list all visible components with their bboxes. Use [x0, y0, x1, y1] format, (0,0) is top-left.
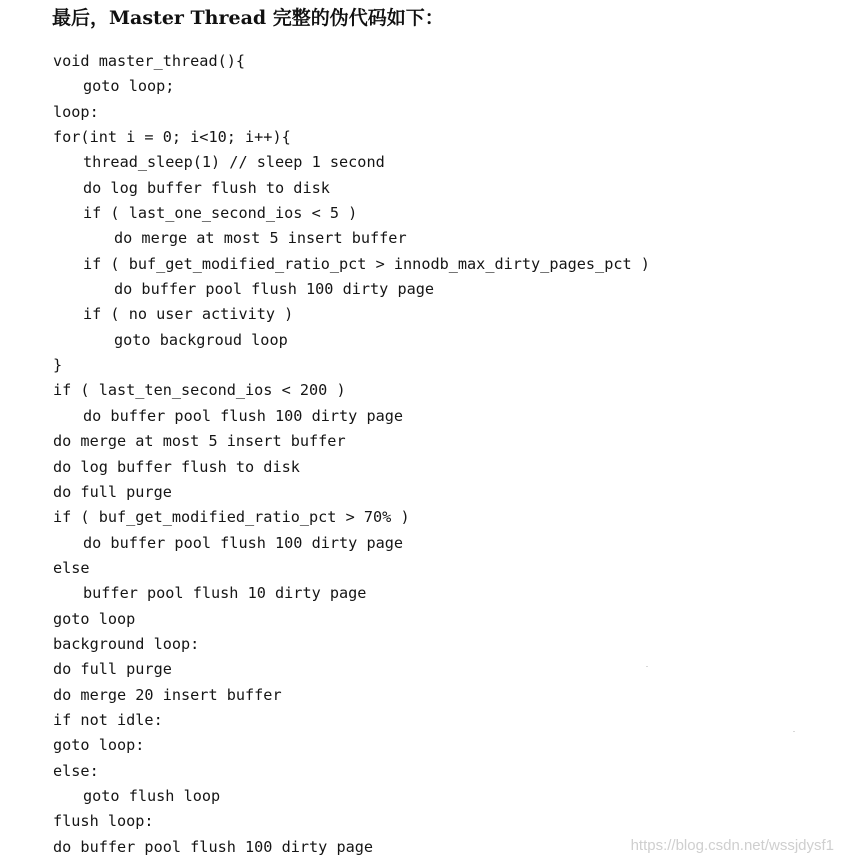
code-line: if ( no user activity ): [83, 305, 294, 324]
code-line: background loop:: [53, 634, 200, 653]
code-line: if ( last_one_second_ios < 5 ): [83, 204, 358, 223]
code-line: void master_thread(){: [53, 52, 246, 70]
code-line: do merge at most 5 insert buffer: [53, 432, 346, 451]
code-line: do log buffer flush to disk: [53, 457, 300, 476]
code-line: loop:: [53, 102, 99, 121]
code-line: do merge 20 insert buffer: [53, 685, 282, 704]
code-line: do merge at most 5 insert buffer: [114, 229, 407, 248]
code-line: do buffer pool flush 100 dirty page: [53, 837, 374, 856]
code-line: goto flush loop: [83, 786, 221, 805]
code-line: do buffer pool flush 100 dirty page: [83, 533, 404, 552]
code-line: goto loop: [53, 609, 136, 628]
scan-speck: [793, 731, 795, 732]
code-line: do buffer pool flush 100 dirty page: [114, 280, 435, 299]
code-line: if ( last_ten_second_ios < 200 ): [53, 381, 346, 400]
code-line: goto loop;: [83, 77, 175, 96]
code-line: goto backgroud loop: [114, 330, 288, 349]
code-line: do full purge: [53, 482, 172, 501]
code-line: thread_sleep(1) // sleep 1 second: [83, 153, 385, 172]
code-line: do full purge: [53, 660, 172, 679]
code-line: else: [53, 558, 90, 577]
code-line: if ( buf_get_modified_ratio_pct > innodb_max_dirty_pages_pct ): [83, 254, 650, 273]
code-line: else:: [53, 761, 99, 780]
code-line: for(int i = 0; i<10; i++){: [53, 128, 291, 147]
code-line: buffer pool flush 10 dirty page: [83, 584, 367, 603]
code-line: if not idle:: [53, 710, 163, 729]
code-line: if ( buf_get_modified_ratio_pct > 70% ): [53, 508, 410, 527]
scan-speck: [646, 666, 648, 667]
code-line: goto loop:: [53, 736, 145, 755]
watermark: https://blog.csdn.net/wssjdysf1: [630, 837, 834, 854]
page-heading: 最后，Master Thread 完整的伪代码如下：: [52, 7, 444, 29]
code-line: do buffer pool flush 100 dirty page: [83, 406, 404, 425]
code-line: flush loop:: [53, 812, 154, 831]
code-line: do log buffer flush to disk: [83, 178, 330, 197]
code-line: }: [53, 356, 63, 375]
pseudocode-block: [53, 49, 650, 860]
